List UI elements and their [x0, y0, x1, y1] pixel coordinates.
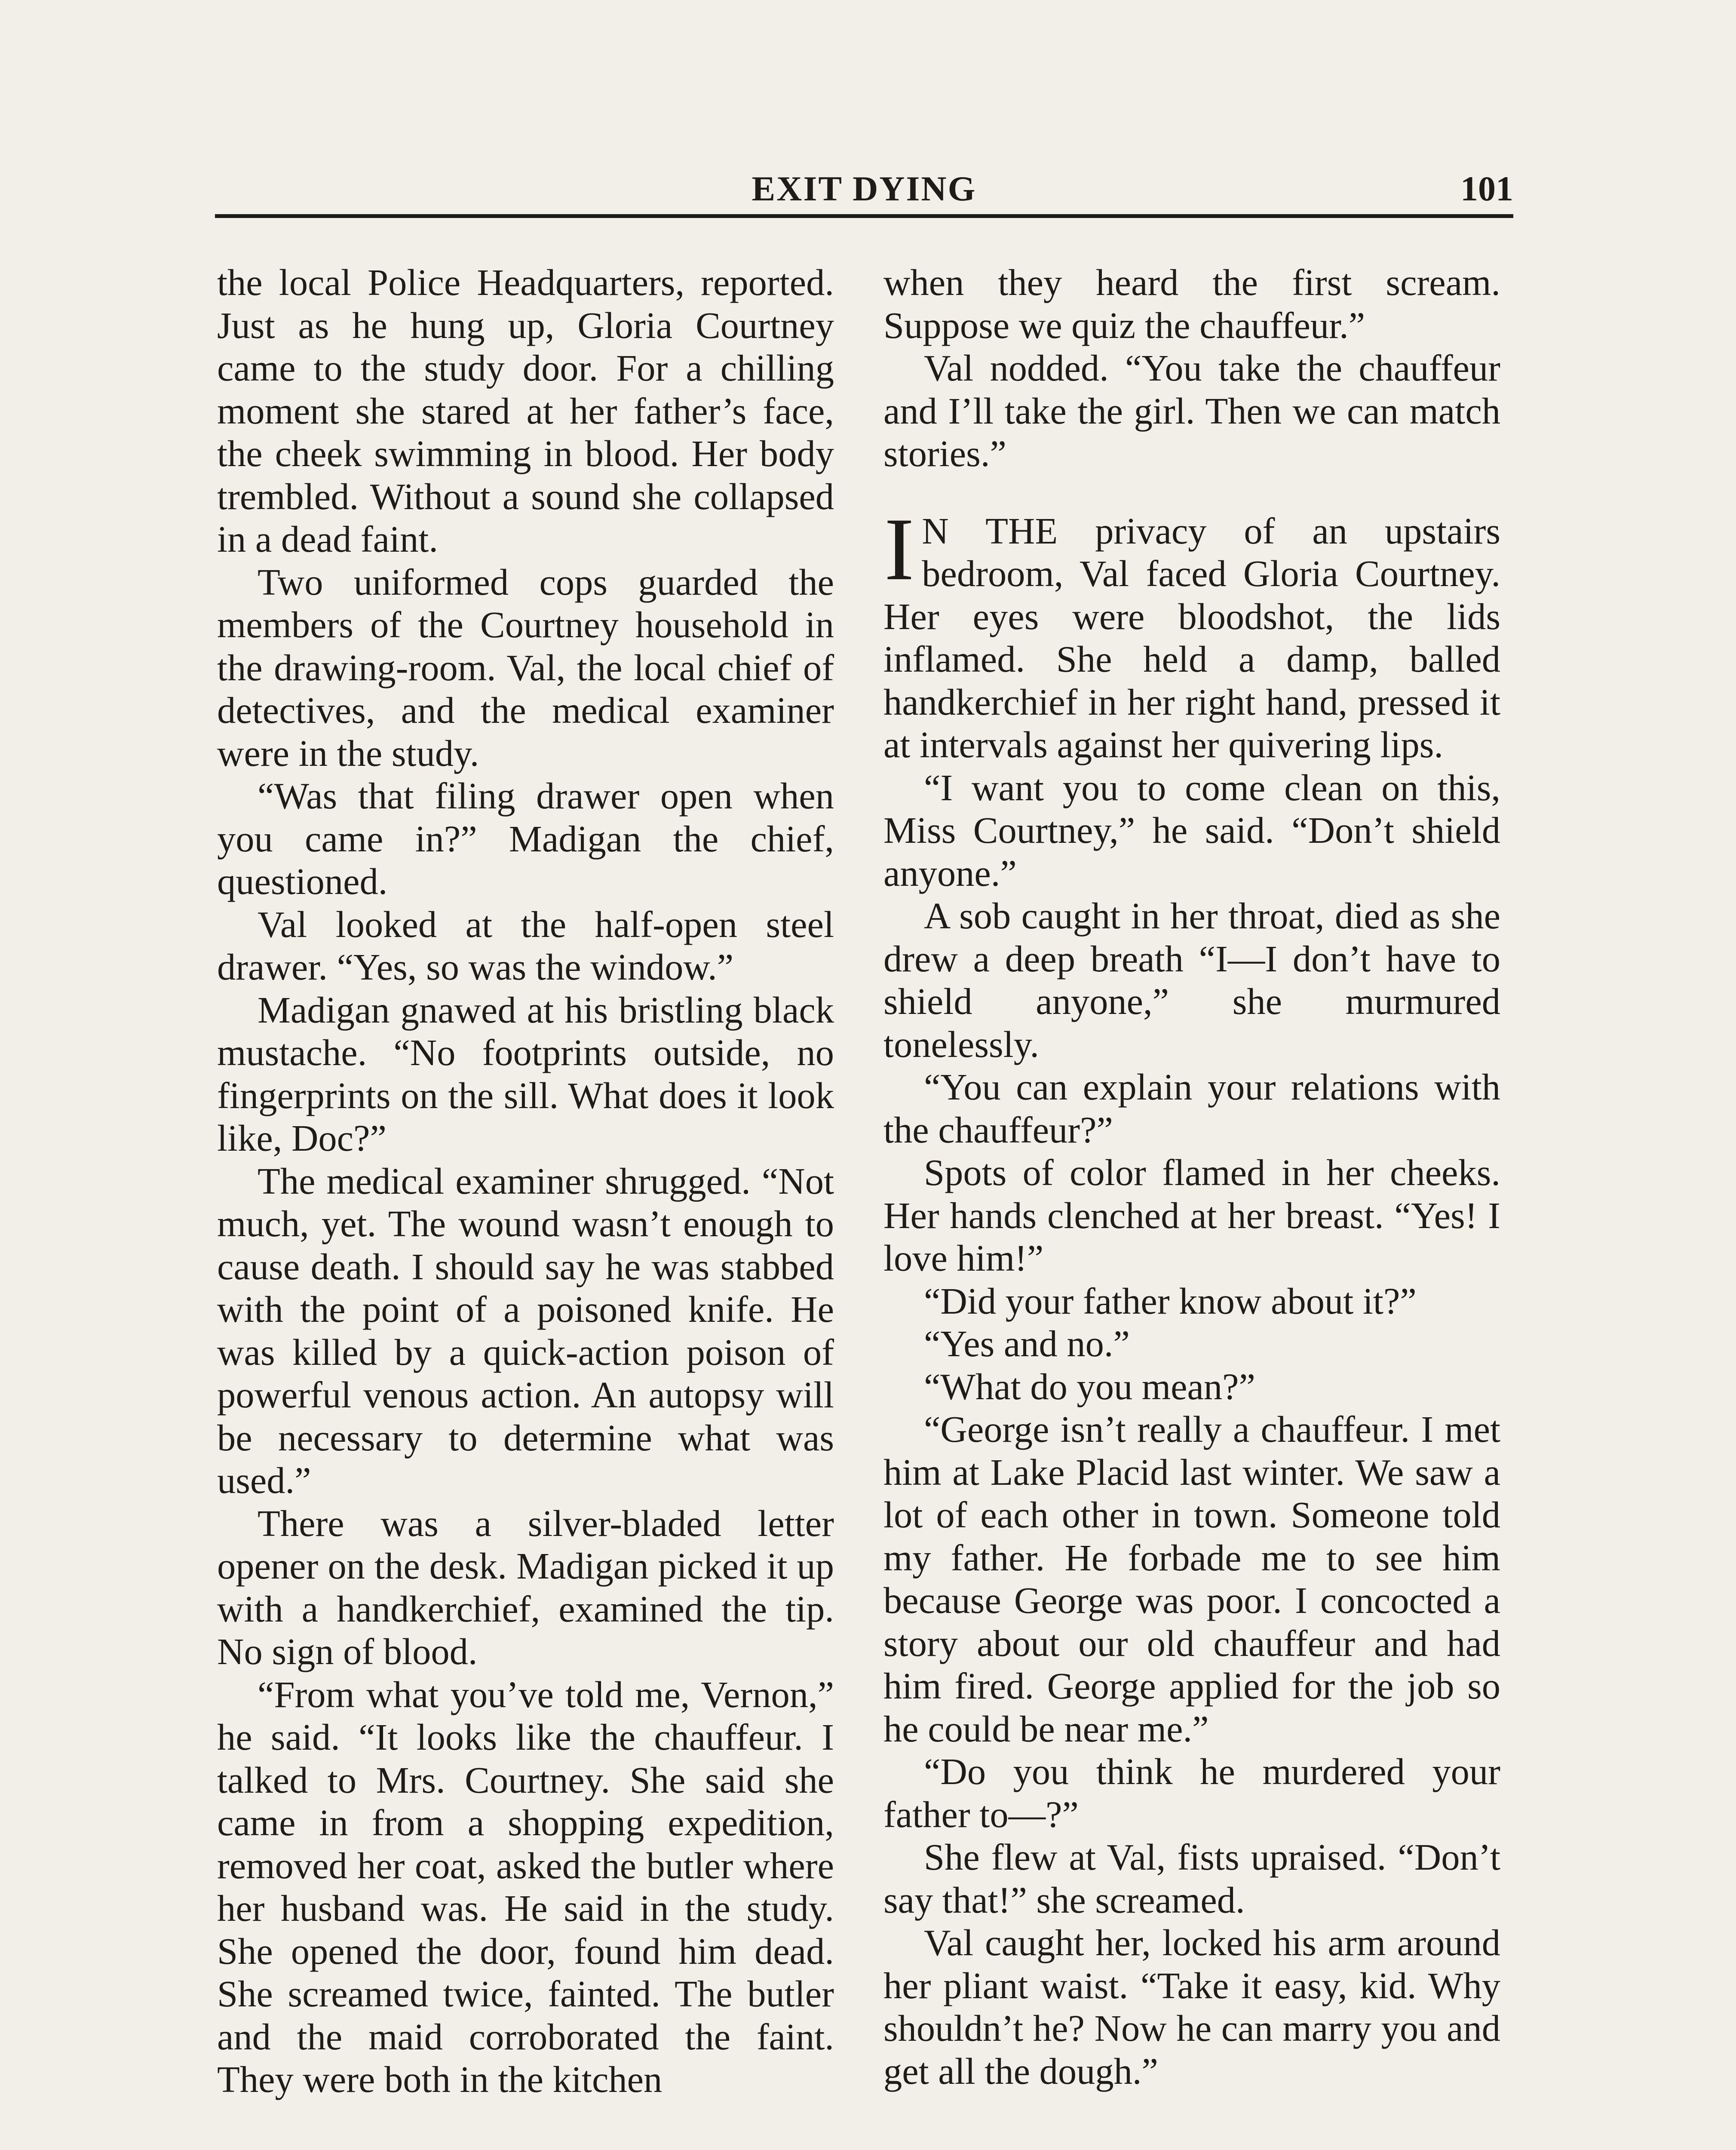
- paragraph: “From what you’ve told me, Vernon,” he said. “It looks like the chauffeur. I talked to Mrs. Courtney. She said she came in from a shopping expedition, removed her coat, asked the butler where her husband was. He said in the study. She opened the door, found him dead. She screamed twice, fainted. The butler and the maid corroborated the faint. They were both in the kitchen: [217, 1674, 834, 2100]
- paragraph: Val looked at the half-open steel drawer. “Yes, so was the window.”: [217, 903, 834, 988]
- running-title: EXIT DYING: [751, 169, 977, 208]
- drop-cap: I: [884, 499, 914, 599]
- page-number: 101: [1460, 169, 1513, 208]
- section-opening: [883, 499, 1500, 767]
- paragraph: Val nodded. “You take the chauffeur and I’ll take the girl. Then we can match stories.”: [883, 347, 1500, 474]
- right-column: [883, 261, 1500, 2093]
- paragraph: The medical examiner shrugged. “Not much, yet. The wound wasn’t enough to cause death. I should say he was stabbed with the point of a poisoned knife. He was killed by a quick-action poison of powerful venous action. An autopsy will be necessary to determine what was used.”: [217, 1160, 834, 1501]
- paragraph: Madigan gnawed at his bristling black mustache. “No footprints outside, no fingerprints on the sill. What does it look like, Doc?”: [217, 989, 834, 1159]
- paragraph: “Was that filing drawer open when you came in?” Madigan the chief, questioned.: [217, 775, 834, 902]
- paragraph: “Did your father know about it?”: [924, 1280, 1417, 1322]
- paragraph: Two uniformed cops guarded the members of the Courtney household in the drawing-room. Val, the local chief of detectives, and the medical examiner were in the study.: [217, 561, 834, 774]
- section-opening-text: N THE privacy of an upstairs bedroom, Val faced Gloria Courtney. Her eyes were bloodshot, the lids inflamed. She held a damp, balled handkerchief in her right hand, pressed it at intervals against her quivering lips.: [883, 510, 1500, 765]
- paragraph: Spots of color flamed in her cheeks. Her hands clenched at her breast. “Yes! I love him!”: [883, 1152, 1500, 1279]
- left-column: [217, 261, 834, 2101]
- paragraph: when they heard the first scream. Suppose we quiz the chauffeur.”: [883, 262, 1500, 346]
- paragraph: “Yes and no.”: [924, 1323, 1130, 1364]
- paragraph: “Do you think he murdered your father to—?”: [883, 1751, 1500, 1835]
- paragraph: There was a silver-bladed letter opener on the desk. Madigan picked it up with a handkerchief, examined the tip. No sign of blood.: [217, 1502, 834, 1672]
- running-head: [215, 171, 1513, 218]
- paragraph: “I want you to come clean on this, Miss Courtney,” he said. “Don’t shield anyone.”: [883, 767, 1500, 894]
- paragraph: “You can explain your relations with the chauffeur?”: [883, 1066, 1500, 1151]
- paragraph: A sob caught in her throat, died as she drew a deep breath “I—I don’t have to shield anyone,” she murmured tonelessly.: [883, 895, 1500, 1065]
- paragraph: She flew at Val, fists upraised. “Don’t say that!” she screamed.: [883, 1837, 1500, 1921]
- paragraph: the local Police Headquarters, reported. Just as he hung up, Gloria Courtney came to the study door. For a chilling moment she stared at her father’s face, the cheek swimming in blood. Her body trembled. Without a sound she collapsed in a dead faint.: [217, 262, 834, 560]
- header-rule: [215, 214, 1513, 218]
- paragraph: “What do you mean?”: [924, 1366, 1255, 1407]
- paragraph: “George isn’t really a chauffeur. I met him at Lake Placid last winter. We saw a lot of each other in town. Someone told my father. He forbade me to see him because George was poor. I concocted a story about our old chauffeur and had him fired. George applied for the job so he could be near me.”: [883, 1409, 1500, 1750]
- paragraph: Val caught her, locked his arm around her pliant waist. “Take it easy, kid. Why shouldn’t he? Now he can marry you and get all the dough.”: [883, 1922, 1500, 2092]
